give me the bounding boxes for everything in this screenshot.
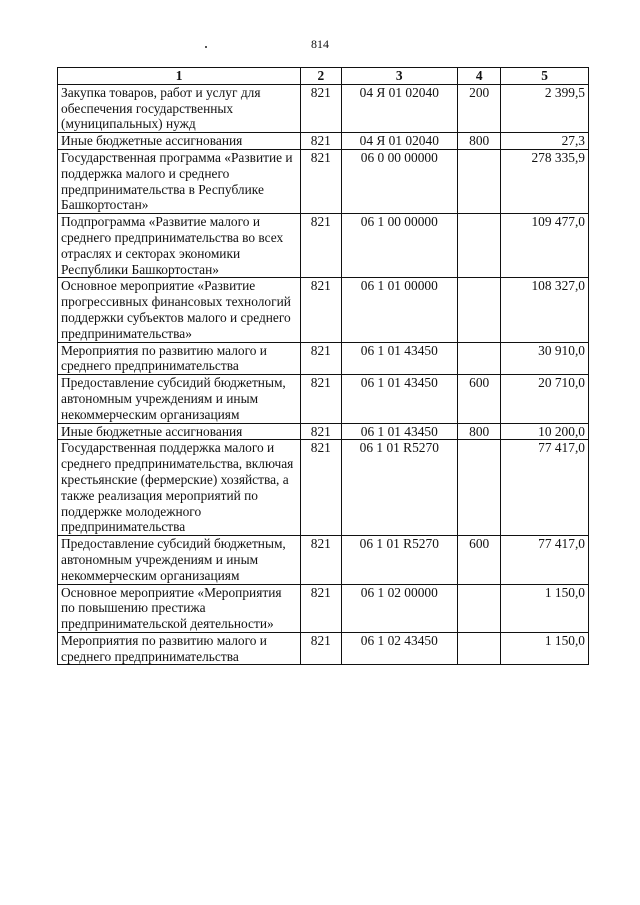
table-row [58,584,589,632]
cell-name: Мероприятия по развитию малого и среднего предпринимательства [58,342,301,375]
cell-department: 821 [301,342,341,375]
header-col-5: 5 [501,68,589,85]
table-row [58,423,589,440]
cell-target-article: 06 1 00 00000 [341,214,458,278]
cell-department: 821 [301,536,341,584]
cell-name: Основное мероприятие «Мероприятия по повышению престижа предпринимательской деятельности» [58,584,301,632]
table-row [58,632,589,665]
table-row [58,133,589,150]
budget-table [57,67,589,665]
cell-amount: 278 335,9 [501,149,589,213]
cell-department: 821 [301,149,341,213]
cell-amount: 27,3 [501,133,589,150]
cell-target-article: 06 1 01 43450 [341,423,458,440]
cell-expense-type: 600 [458,536,501,584]
cell-amount: 30 910,0 [501,342,589,375]
cell-department: 821 [301,440,341,536]
cell-expense-type: 600 [458,375,501,423]
cell-amount: 77 417,0 [501,440,589,536]
cell-expense-type [458,149,501,213]
cell-amount: 2 399,5 [501,84,589,132]
table-row [58,440,589,536]
header-col-1: 1 [58,68,301,85]
cell-target-article: 06 1 01 00000 [341,278,458,342]
cell-expense-type [458,440,501,536]
cell-amount: 20 710,0 [501,375,589,423]
cell-target-article: 06 1 01 R5270 [341,440,458,536]
cell-target-article: 06 1 01 43450 [341,342,458,375]
cell-expense-type: 800 [458,133,501,150]
cell-name: Закупка товаров, работ и услуг для обеспечения государственных (муниципальных) нужд [58,84,301,132]
table-row [58,278,589,342]
table-row [58,536,589,584]
cell-department: 821 [301,278,341,342]
cell-expense-type: 800 [458,423,501,440]
cell-department: 821 [301,84,341,132]
cell-department: 821 [301,423,341,440]
header-col-3: 3 [341,68,458,85]
cell-department: 821 [301,375,341,423]
page-number: 814 [311,37,329,51]
cell-name: Предоставление субсидий бюджетным, автономным учреждениям и иным некоммерческим организациям [58,375,301,423]
table-row [58,375,589,423]
cell-amount: 10 200,0 [501,423,589,440]
cell-name: Государственная программа «Развитие и поддержка малого и среднего предпринимательства в Республике Башкортостан» [58,149,301,213]
cell-expense-type [458,584,501,632]
cell-amount: 1 150,0 [501,584,589,632]
cell-department: 821 [301,632,341,665]
cell-amount: 1 150,0 [501,632,589,665]
cell-name: Иные бюджетные ассигнования [58,133,301,150]
cell-target-article: 06 1 02 43450 [341,632,458,665]
cell-amount: 109 477,0 [501,214,589,278]
cell-expense-type [458,278,501,342]
cell-expense-type [458,214,501,278]
table-row [58,84,589,132]
cell-department: 821 [301,214,341,278]
table-row [58,149,589,213]
cell-target-article: 06 0 00 00000 [341,149,458,213]
scan-speck [205,46,207,48]
cell-expense-type: 200 [458,84,501,132]
cell-name: Государственная поддержка малого и среднего предпринимательства, включая крестьянские (фермерские) хозяйства, а также реализация мероприятий по поддержке молодежного предпринимательства [58,440,301,536]
cell-amount: 77 417,0 [501,536,589,584]
cell-target-article: 06 1 01 43450 [341,375,458,423]
table-header-row [58,68,589,85]
cell-name: Основное мероприятие «Развитие прогрессивных финансовых технологий поддержки субъектов малого и среднего предпринимательства» [58,278,301,342]
cell-department: 821 [301,133,341,150]
cell-name: Предоставление субсидий бюджетным, автономным учреждениям и иным некоммерческим организациям [58,536,301,584]
header-col-4: 4 [458,68,501,85]
cell-name: Мероприятия по развитию малого и среднего предпринимательства [58,632,301,665]
cell-target-article: 06 1 01 R5270 [341,536,458,584]
header-col-2: 2 [301,68,341,85]
table-row [58,214,589,278]
cell-target-article: 06 1 02 00000 [341,584,458,632]
cell-department: 821 [301,584,341,632]
cell-expense-type [458,342,501,375]
table-body [58,84,589,665]
cell-name: Подпрограмма «Развитие малого и среднего предпринимательства во всех отраслях и секторах экономики Республики Башкортостан» [58,214,301,278]
cell-name: Иные бюджетные ассигнования [58,423,301,440]
cell-amount: 108 327,0 [501,278,589,342]
cell-target-article: 04 Я 01 02040 [341,84,458,132]
cell-expense-type [458,632,501,665]
cell-target-article: 04 Я 01 02040 [341,133,458,150]
table-row [58,342,589,375]
